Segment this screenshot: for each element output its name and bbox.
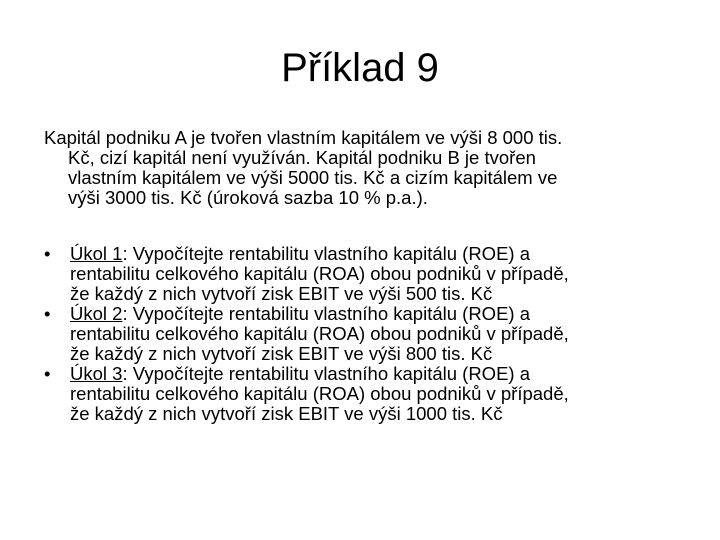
task-text: : Vypočítejte rentabilitu vlastního kapitálu (ROE) a (122, 363, 530, 384)
task-line: rentabilitu celkového kapitálu (ROA) obou podniků v případě, (70, 263, 569, 284)
bullet-icon: • (44, 303, 51, 324)
task-text: : Vypočítejte rentabilitu vlastního kapitálu (ROE) a (122, 243, 530, 264)
intro-line: výši 3000 tis. Kč (úroková sazba 10 % p.a.). (68, 187, 428, 208)
task-item-1 (0, 244, 720, 304)
intro-line: Kč, cizí kapitál není využíván. Kapitál podniku B je tvořen (68, 147, 536, 168)
task-line (70, 304, 720, 324)
task-item-2 (0, 304, 720, 364)
task-line (70, 244, 720, 264)
intro-paragraph (44, 128, 684, 208)
task-item-3 (0, 364, 720, 424)
task-line: že každý z nich vytvoří zisk EBIT ve výši 800 tis. Kč (70, 343, 493, 364)
bullet-icon: • (44, 363, 51, 384)
task-line: že každý z nich vytvoří zisk EBIT ve výši 1000 tis. Kč (70, 403, 503, 424)
bullet-icon: • (44, 243, 51, 264)
intro-line: vlastním kapitálem ve výši 5000 tis. Kč a cizím kapitálem ve (68, 167, 558, 188)
task-line: rentabilitu celkového kapitálu (ROA) obou podniků v případě, (70, 383, 569, 404)
task-label: Úkol 3 (70, 363, 123, 384)
intro-line: Kapitál podniku A je tvořen vlastním kapitálem ve výši 8 000 tis. (44, 127, 563, 148)
task-line: že každý z nich vytvoří zisk EBIT ve výši 500 tis. Kč (70, 283, 493, 304)
slide-title: Příklad 9 (281, 46, 439, 90)
task-label: Úkol 2 (70, 303, 123, 324)
task-label: Úkol 1 (70, 243, 123, 264)
task-line: rentabilitu celkového kapitálu (ROA) obou podniků v případě, (70, 323, 569, 344)
task-text: : Vypočítejte rentabilitu vlastního kapitálu (ROE) a (122, 303, 530, 324)
task-list (0, 244, 720, 424)
task-line (70, 364, 720, 384)
